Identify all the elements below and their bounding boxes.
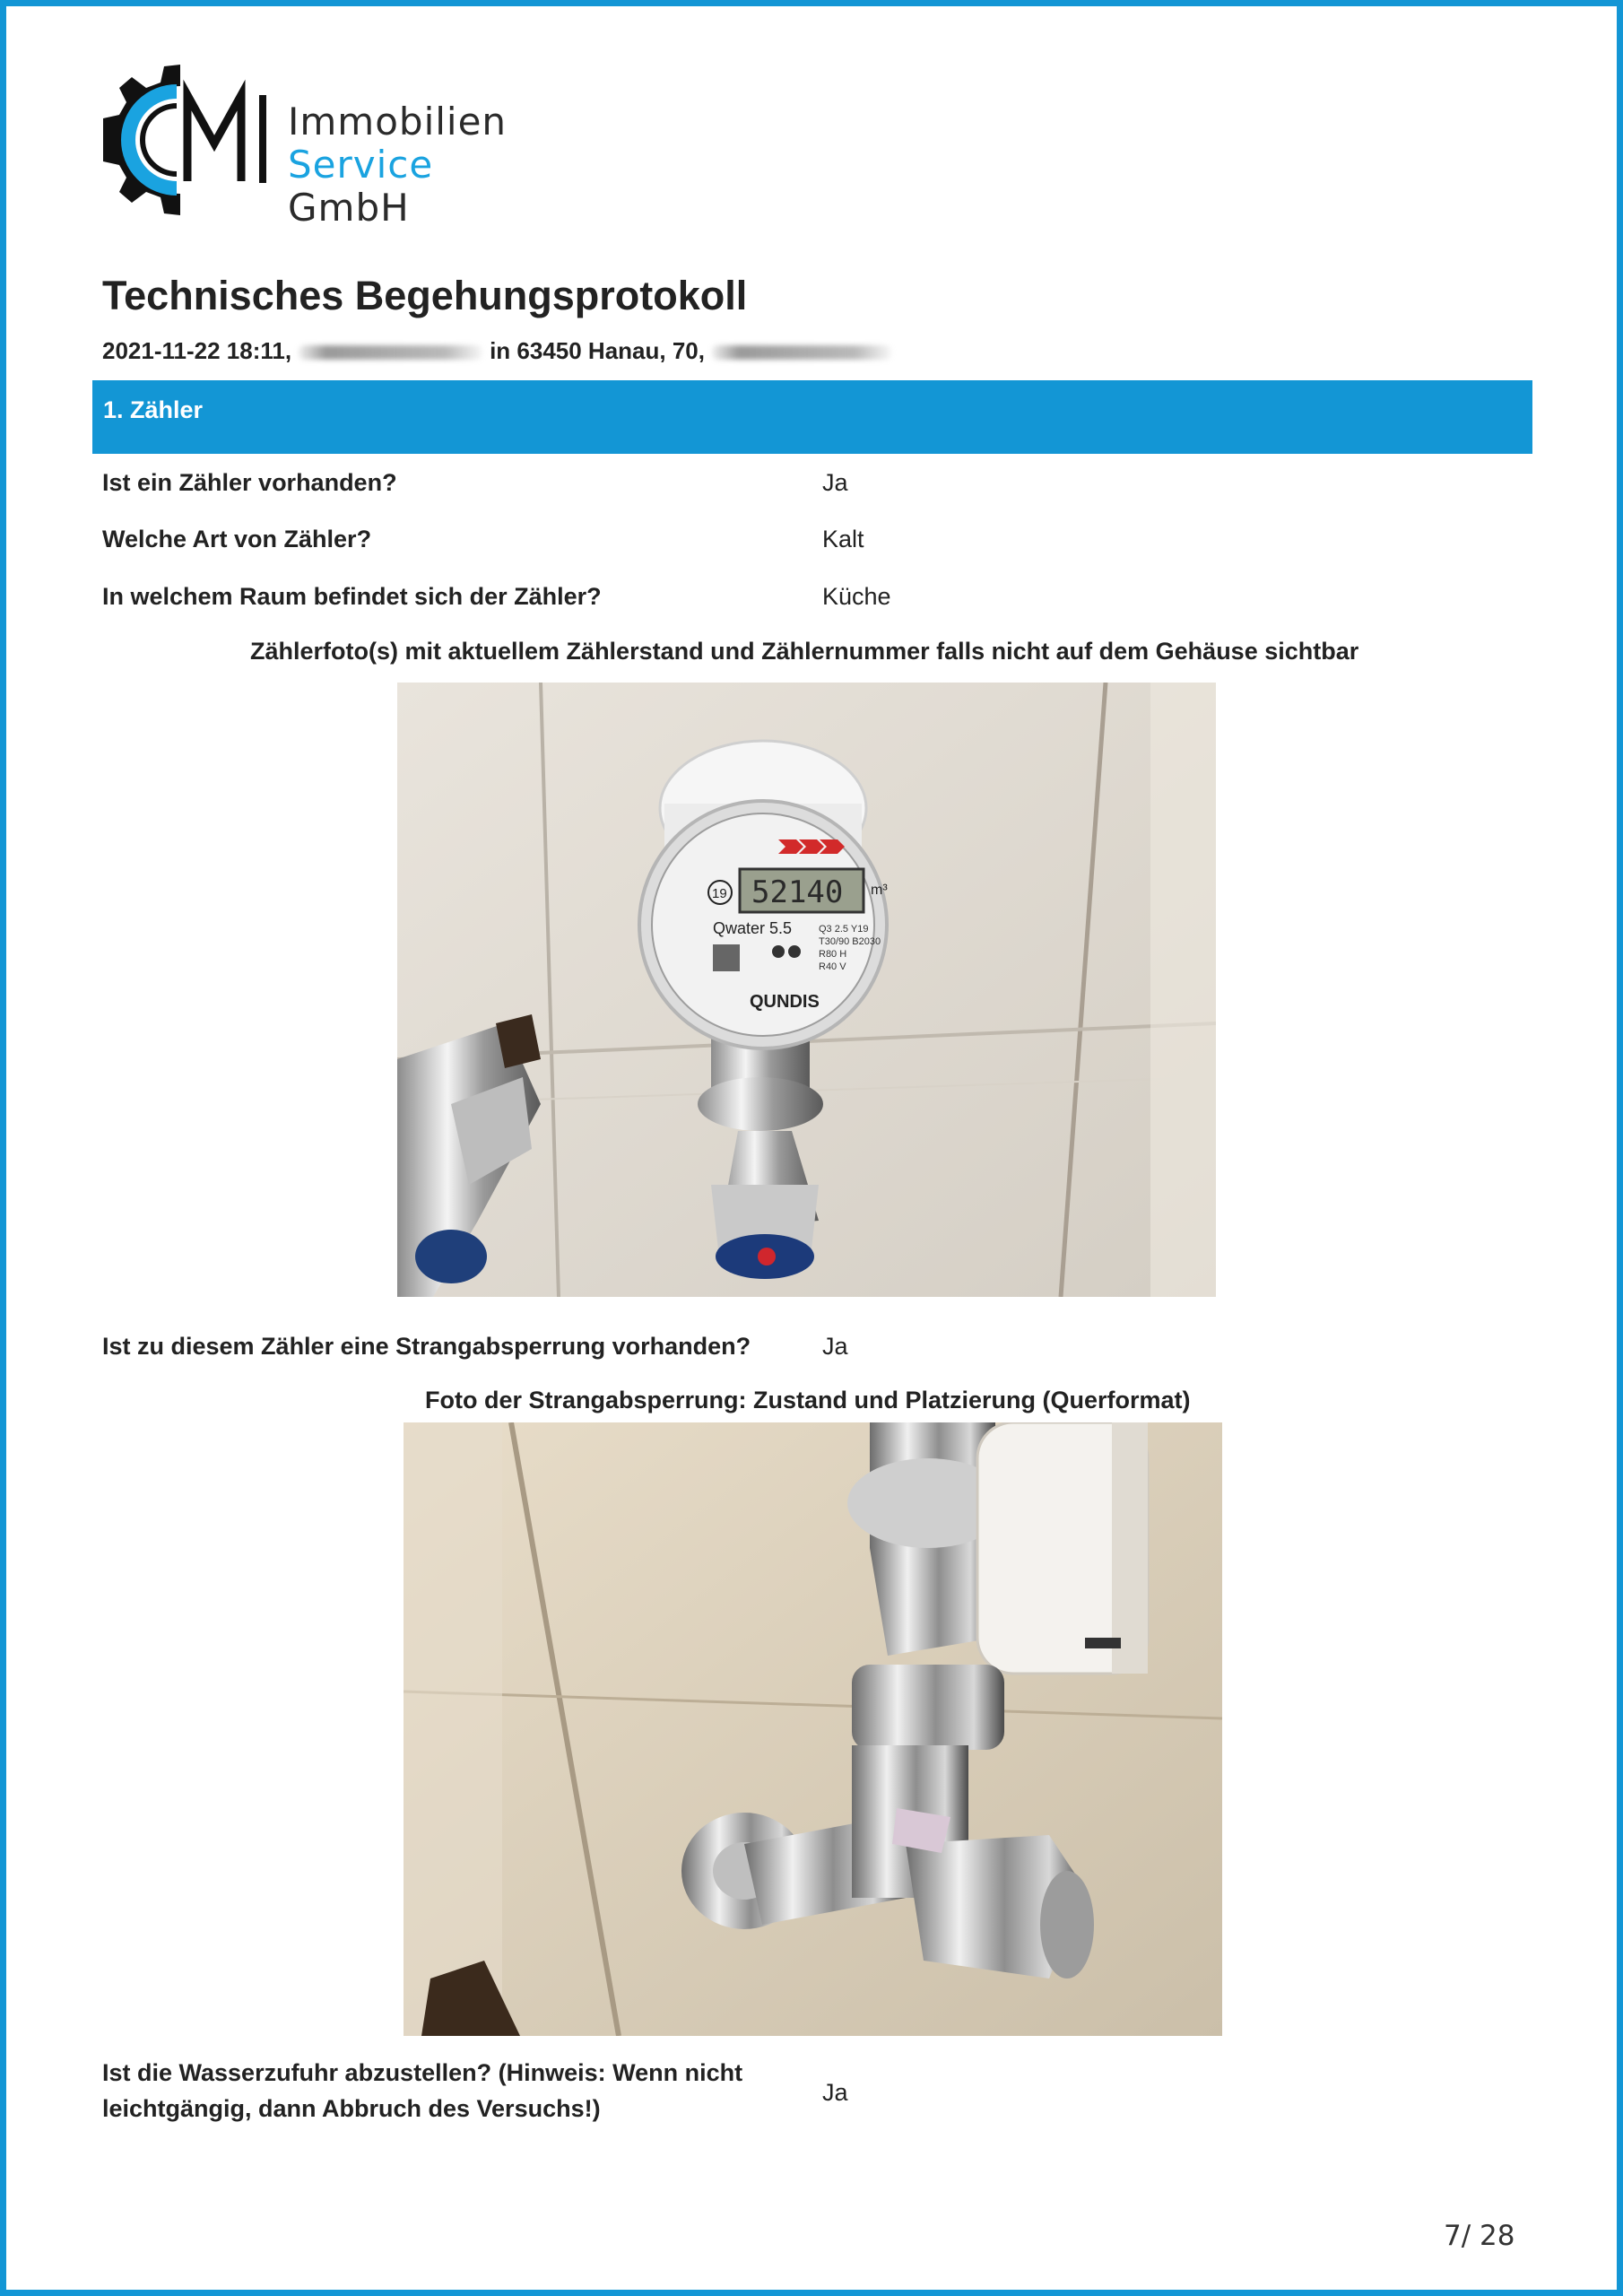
logo-accent-word: Service xyxy=(288,143,434,187)
meter-model-label: Qwater 5.5 xyxy=(713,919,793,937)
meter-unit-label: m³ xyxy=(871,883,888,898)
question-meter-room: In welchem Raum befindet sich der Zähler? xyxy=(102,583,602,610)
page-number: 7/ 28 xyxy=(1444,2220,1515,2252)
logo-wordmark xyxy=(288,100,568,230)
answer-meter-present: Ja xyxy=(822,469,848,496)
gear-logo-icon xyxy=(101,61,272,219)
answer-water-shutoff: Ja xyxy=(822,2079,848,2106)
answer-meter-type: Kalt xyxy=(822,526,864,552)
svg-text:T30/90 B2030: T30/90 B2030 xyxy=(819,936,881,947)
logo-line-2 xyxy=(288,144,568,230)
company-logo xyxy=(101,61,568,230)
answer-shutoff-present: Ja xyxy=(822,1333,848,1360)
document-date: 2021-11-22 18:11, xyxy=(102,337,292,364)
logo-line-1: Immobilien xyxy=(288,100,508,144)
section-header-meter xyxy=(92,380,1532,454)
svg-text:R80 H: R80 H xyxy=(819,949,847,960)
meter-brand-label: QUNDIS xyxy=(750,992,820,1012)
question-meter-type: Welche Art von Zähler? xyxy=(102,526,372,552)
meter-photo-caption: Zählerfoto(s) mit aktuellem Zählerstand und Zählernummer falls nicht auf dem Gehäuse sichtbar xyxy=(250,638,1359,665)
document-subline xyxy=(102,337,898,365)
meter-photo xyxy=(397,683,1216,1297)
question-water-shutoff: Ist die Wasserzufuhr abzustellen? (Hinweis: Wenn nicht leichtgängig, dann Abbruch des Versuchs!) xyxy=(102,2059,743,2122)
svg-text:R40 V: R40 V xyxy=(819,961,846,972)
logo-suffix: GmbH xyxy=(288,186,410,230)
question-meter-present: Ist ein Zähler vorhanden? xyxy=(102,469,397,496)
document-title: Technisches Begehungsprotokoll xyxy=(102,273,748,318)
redacted-address xyxy=(712,345,891,360)
svg-text:52140: 52140 xyxy=(751,874,844,910)
redacted-name xyxy=(299,345,482,360)
question-shutoff-present: Ist zu diesem Zähler eine Strangabsperrung vorhanden? xyxy=(102,1333,751,1360)
document-location: in 63450 Hanau, 70, xyxy=(490,337,705,364)
shutoff-photo-caption: Foto der Strangabsperrung: Zustand und Platzierung (Querformat) xyxy=(425,1387,1191,1413)
meter-badge-label: 19 xyxy=(712,886,727,901)
section-title: 1. Zähler xyxy=(103,396,204,423)
answer-meter-room: Küche xyxy=(822,583,891,610)
svg-text:Q3 2.5 Y19: Q3 2.5 Y19 xyxy=(819,924,869,935)
shutoff-photo xyxy=(404,1422,1222,2036)
